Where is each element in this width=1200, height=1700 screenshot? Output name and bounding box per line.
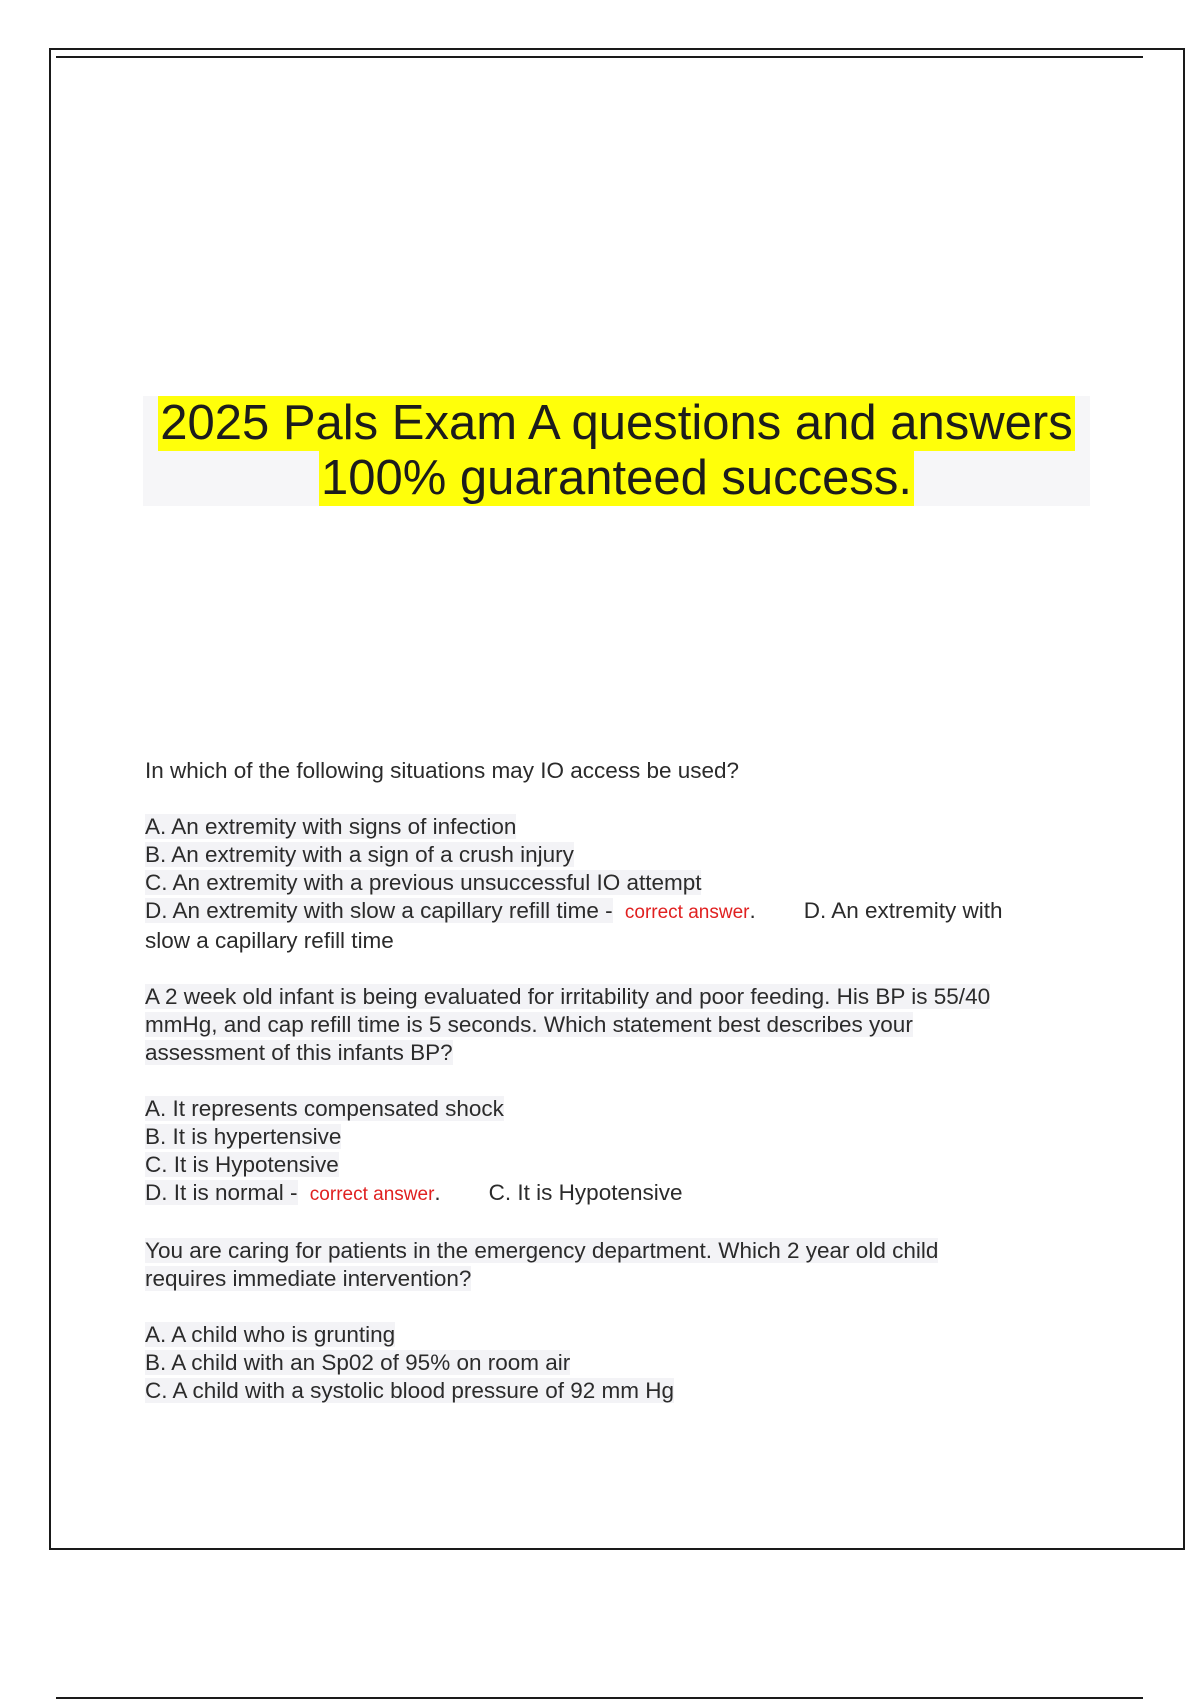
option-1a: A. An extremity with signs of infection [145,814,517,839]
question-3-prompt-line-1: You are caring for patients in the emergency department. Which 2 year old child [145,1238,939,1263]
question-3 [145,1237,1075,1293]
question-2-prompt-line-1: A 2 week old infant is being evaluated for irritability and poor feeding. His BP is 55/40 [145,984,991,1009]
question-2-options: A. It represents compensated shock B. It is hypertensive C. It is Hypotensive D. It is normal - correct answer. C. It is Hypotensive [145,1096,683,1205]
correct-answer-label: correct answer [624,902,750,923]
title-line-2: 100% guaranteed success. [320,451,913,505]
option-3a: A. A child who is grunting [145,1322,396,1347]
question-1 [145,757,1075,785]
option-2a: A. It represents compensated shock [145,1096,504,1121]
question-2-prompt-line-3: assessment of this infants BP? [145,1040,453,1065]
option-2c: C. It is Hypotensive [145,1152,339,1177]
question-2 [145,983,1075,1067]
option-2d: D. It is normal - [145,1180,298,1205]
option-3c: C. A child with a systolic blood pressure of 92 mm Hg [145,1378,674,1403]
option-3b: B. A child with an Sp02 of 95% on room air [145,1350,571,1375]
question-3-options [145,1321,1075,1405]
question-2-prompt-line-2: mmHg, and cap refill time is 5 seconds. Which statement best describes your [145,1012,913,1037]
question-1-options: A. An extremity with signs of infection B. An extremity with a sign of a crush injury C. An extremity with a previous unsuccessful IO attempt D. An extremity with slow a capillary refill time - correct answer. D. An extremity with slow a capillary refill time [145,813,1075,955]
question-list [145,757,1075,1433]
document-title [143,396,1090,506]
bottom-rule [56,1697,1143,1699]
option-1b: B. An extremity with a sign of a crush injury [145,842,574,867]
question-1-prompt: In which of the following situations may IO access be used? [145,758,740,783]
answer-2: C. It is Hypotensive [488,1180,683,1205]
question-3-prompt-line-2: requires immediate intervention? [145,1266,472,1291]
correct-answer-label: correct answer [309,1184,435,1205]
option-1d: D. An extremity with slow a capillary refill time - [145,898,613,923]
answer-1: D. An extremity with [803,898,1003,923]
option-2b: B. It is hypertensive [145,1124,342,1149]
title-line-1: 2025 Pals Exam A questions and answers [160,396,1073,450]
answer-1-continued: slow a capillary refill time [145,928,394,953]
option-1c: C. An extremity with a previous unsuccessful IO attempt [145,870,702,895]
